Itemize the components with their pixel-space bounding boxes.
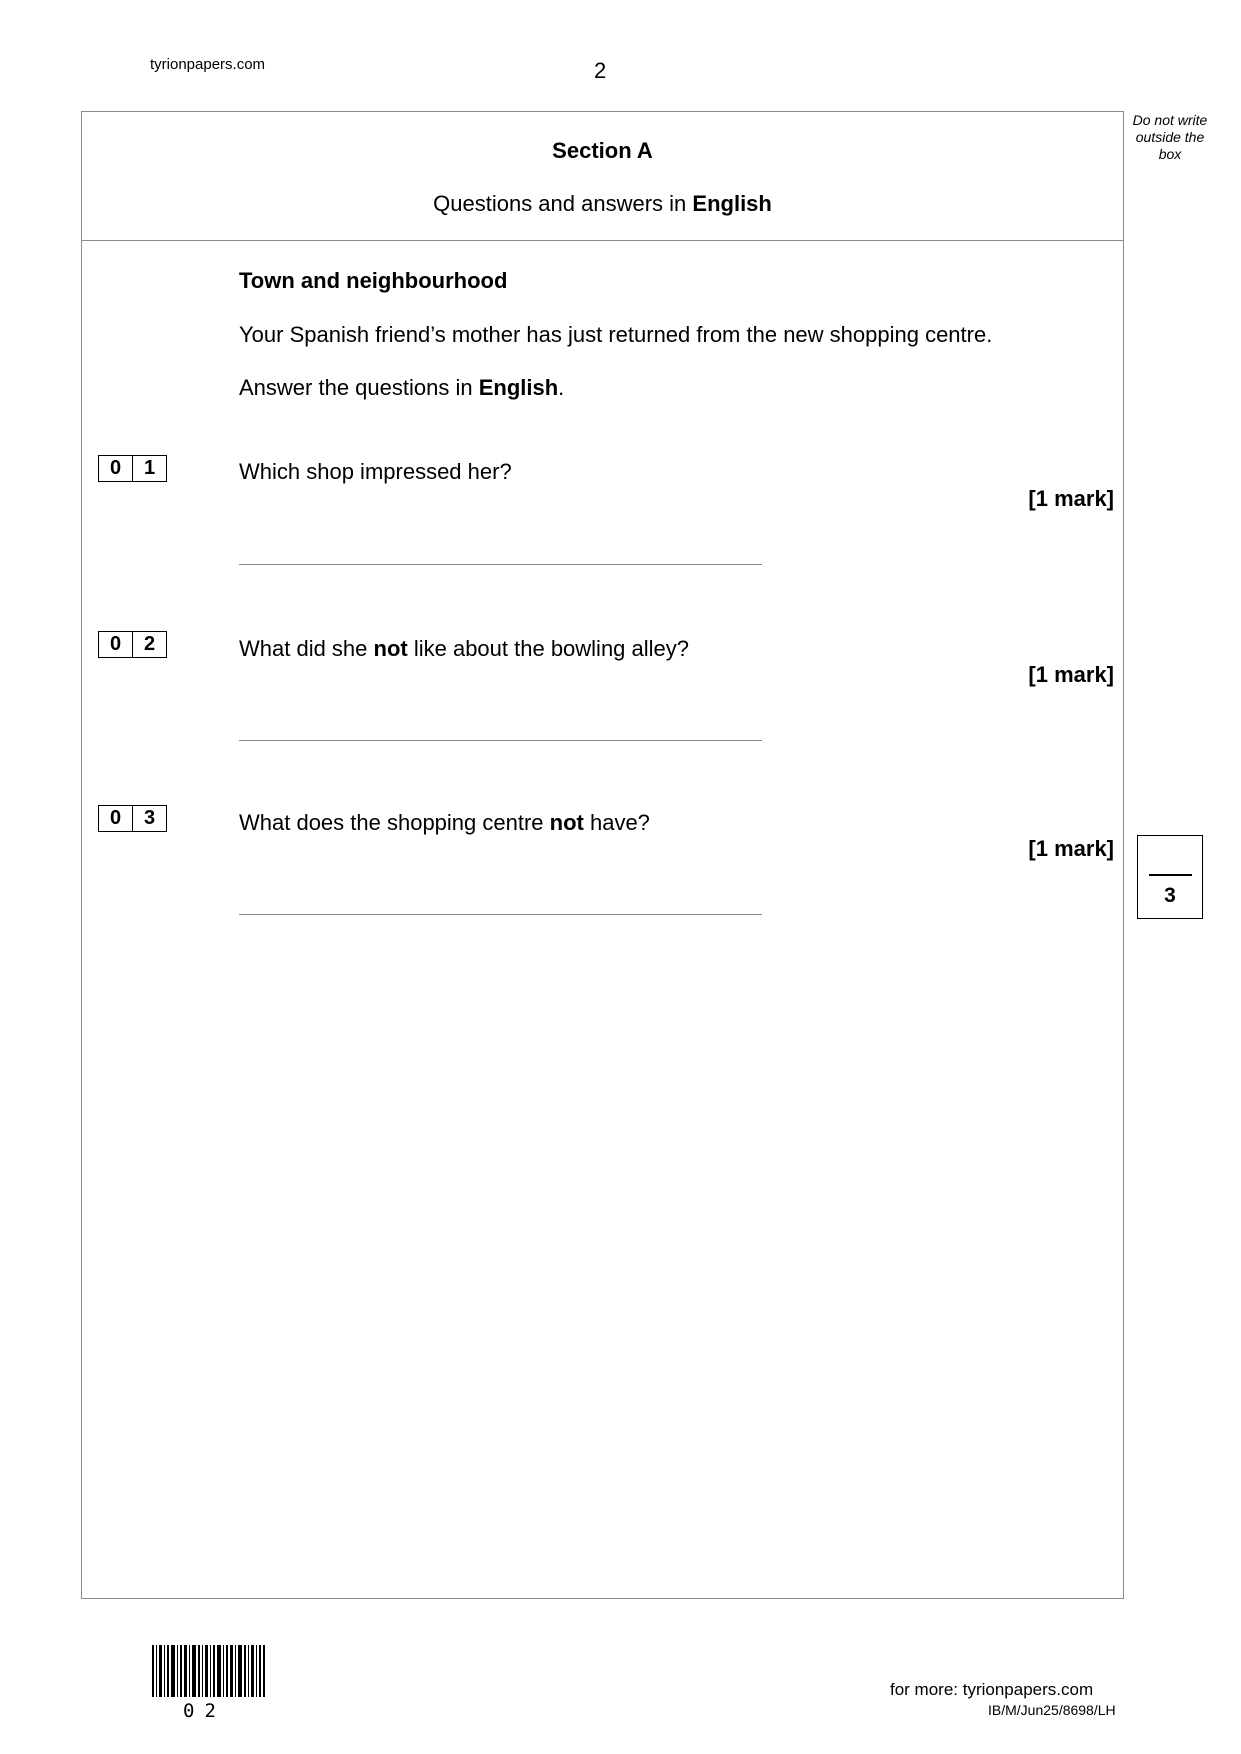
- question-text-end: have?: [583, 810, 650, 835]
- answer-line[interactable]: [239, 914, 762, 915]
- answer-line[interactable]: [239, 564, 762, 565]
- question-text: [239, 459, 512, 485]
- page-number: 2: [594, 58, 607, 83]
- marks-total-rule: [1149, 874, 1192, 876]
- margin-note: [1122, 112, 1218, 163]
- footer-more-link[interactable]: for more: tyrionpapers.com: [890, 1680, 1094, 1699]
- question-number-digit: 0: [99, 456, 133, 481]
- question-number-digit: 2: [143, 633, 156, 655]
- question-number-digit: 1: [143, 457, 156, 479]
- question-number-box: [98, 805, 167, 832]
- section-title: Section A: [552, 138, 653, 163]
- paper-reference: IB/M/Jun25/8698/LH: [988, 1702, 1116, 1718]
- section-subtitle-text: Questions and answers in: [433, 191, 693, 216]
- context-text: Your Spanish friend’s mother has just returned from the new shopping centre.: [239, 322, 993, 347]
- question-text-start: Which shop impressed her?: [239, 459, 512, 484]
- margin-note-line-3: box: [1158, 146, 1182, 162]
- section-subtitle: [81, 191, 1124, 217]
- instruction-language: English: [478, 375, 559, 400]
- mark-allocation: [1 mark]: [1028, 662, 1114, 687]
- question-text: [239, 636, 689, 662]
- answer-line[interactable]: [239, 740, 762, 741]
- marks-total-value: 3: [1164, 884, 1176, 907]
- question-number-box: [98, 455, 167, 482]
- question-number-digit: 3: [143, 807, 156, 829]
- instruction-prefix: Answer the questions in: [239, 375, 479, 400]
- margin-note-line-1: Do not write: [1132, 112, 1208, 128]
- section-divider: [81, 240, 1124, 241]
- question-text-start: What did she: [239, 636, 374, 661]
- question-number-digit: 0: [99, 806, 133, 831]
- question-text-bold: not: [373, 636, 408, 661]
- margin-note-line-2: outside the: [1135, 129, 1205, 145]
- barcode-icon: [152, 1645, 265, 1697]
- question-number-box: [98, 631, 167, 658]
- section-subtitle-language: English: [692, 191, 772, 216]
- instruction-text: [239, 375, 564, 401]
- mark-allocation: [1 mark]: [1028, 486, 1114, 511]
- question-text-start: What does the shopping centre: [239, 810, 550, 835]
- mark-allocation: [1 mark]: [1028, 836, 1114, 861]
- question-text: [239, 810, 650, 836]
- instruction-suffix: .: [558, 375, 565, 400]
- question-text-bold: not: [549, 810, 584, 835]
- topic-heading: Town and neighbourhood: [239, 268, 508, 293]
- barcode-digits: 02: [183, 1700, 226, 1722]
- site-name: tyrionpapers.com: [150, 56, 266, 73]
- question-text-end: like about the bowling alley?: [407, 636, 690, 661]
- question-number-digit: 0: [99, 632, 133, 657]
